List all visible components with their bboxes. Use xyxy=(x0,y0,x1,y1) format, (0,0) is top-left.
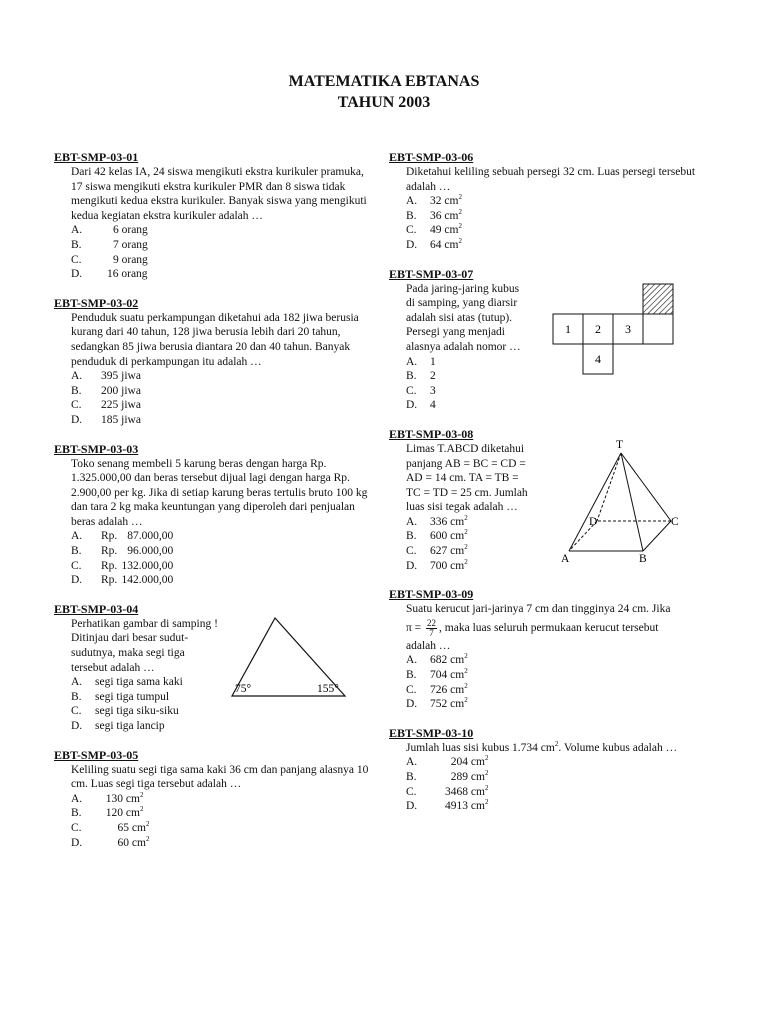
question-09 xyxy=(389,587,711,712)
angle-label-right: 155° xyxy=(317,682,339,695)
option-a[interactable] xyxy=(54,529,374,544)
cube-net-figure xyxy=(549,282,709,382)
vertex-label-c: C xyxy=(671,515,679,528)
vertex-label-d: D xyxy=(589,515,598,528)
option-unit: cm xyxy=(444,209,459,222)
option-exponent: 2 xyxy=(464,681,468,690)
net-face-5 xyxy=(643,314,673,344)
option-unit: cm xyxy=(444,224,459,237)
question-line: Ditinjau dari besar sudut- xyxy=(71,632,189,645)
question-text: Penduduk suatu perkampungan diketahui ada 182 jiwa berusia kurang dari 40 tahun, 128 jiwa berusia lebih dari 20 tahun, sedangkan 85 jiwa berusia diantara 20 dan 40 tahun. Banyak penduduk di perkampungan itu adalah … xyxy=(71,311,359,368)
option-list xyxy=(54,223,374,281)
option-d[interactable] xyxy=(54,719,374,734)
option-unit: cm xyxy=(450,654,465,667)
option-label: D. xyxy=(71,574,83,587)
option-value: 132.000,00 xyxy=(121,559,174,572)
option-value: segi tiga siku-siku xyxy=(95,705,179,718)
option-c[interactable] xyxy=(389,785,711,800)
option-unit: cm xyxy=(125,807,140,820)
option-unit: cm xyxy=(470,771,485,783)
option-value: 726 xyxy=(430,683,448,696)
option-b[interactable] xyxy=(54,806,374,821)
option-exponent: 2 xyxy=(458,236,462,245)
option-a[interactable] xyxy=(389,755,711,770)
option-label: B. xyxy=(406,771,417,783)
option-label: A. xyxy=(71,224,83,237)
option-label: D. xyxy=(406,238,418,251)
option-list xyxy=(54,529,374,587)
option-c[interactable] xyxy=(389,384,711,399)
question-06 xyxy=(389,150,711,253)
option-value: 336 xyxy=(430,515,448,528)
option-value: 700 xyxy=(430,559,448,572)
pi-fraction xyxy=(426,619,437,638)
vertex-label-t: T xyxy=(616,438,624,451)
option-exponent: 2 xyxy=(464,557,468,566)
vertex-label-b: B xyxy=(639,552,647,565)
option-label: D. xyxy=(406,698,418,711)
option-value: 96.000,00 xyxy=(127,545,174,558)
option-b[interactable] xyxy=(54,384,374,399)
question-text: Toko senang membeli 5 karung beras dengan harga Rp. 1.325.000,00 dan beras tersebut dijual lagi dengan harga Rp. 2.900,00 per kg. Jika di setiap karung beras tertulis bruto 100 kg dan tara 2 kg maka keuntungan yang diperoleh dari penjualan beras adalah … xyxy=(71,457,368,528)
option-exponent: 2 xyxy=(139,805,144,814)
option-currency: Rp. xyxy=(101,545,118,558)
question-line xyxy=(406,617,711,639)
question-line: Perhatikan gambar di samping ! xyxy=(71,617,218,630)
option-b[interactable] xyxy=(54,238,374,253)
option-exponent: 2 xyxy=(145,819,150,828)
option-unit: cm xyxy=(444,238,459,251)
option-label: B. xyxy=(406,209,417,222)
option-a[interactable] xyxy=(54,369,374,384)
option-label: D. xyxy=(406,559,418,572)
option-a[interactable] xyxy=(54,223,374,238)
option-value: 2 xyxy=(430,370,436,383)
option-c[interactable] xyxy=(54,704,374,719)
option-label: C. xyxy=(406,785,417,798)
option-d[interactable] xyxy=(389,697,711,712)
option-unit: cm xyxy=(450,530,465,543)
option-unit: cm xyxy=(450,515,465,528)
option-label: B. xyxy=(71,807,82,820)
option-value: 49 xyxy=(430,224,442,237)
option-label: A. xyxy=(406,515,418,528)
question-line: Pada jaring-jaring kubus xyxy=(406,282,520,295)
net-label-1: 1 xyxy=(565,321,571,336)
question-text: Keliling suatu segi tiga sama kaki 36 cm dan panjang alasnya 10 cm. Luas segi tiga tersebut adalah … xyxy=(71,763,369,791)
page-title: MATEMATIKA EBTANAS xyxy=(288,73,480,90)
question-id: EBT-SMP-03-02 xyxy=(54,295,139,310)
question-text-continued: , maka luas seluruh permukaan kerucut tersebut xyxy=(439,621,659,634)
option-value: 200 jiwa xyxy=(101,384,141,397)
option-b[interactable] xyxy=(389,668,711,683)
pyramid-figure xyxy=(559,435,699,567)
option-label: A. xyxy=(406,355,418,368)
option-exponent: 2 xyxy=(464,667,468,676)
question-text: Diketahui keliling sebuah persegi 32 cm. Luas persegi tersebut adalah … xyxy=(406,166,696,193)
option-value: 627 xyxy=(430,545,448,558)
option-label: B. xyxy=(71,384,82,397)
option-value: 87.000,00 xyxy=(127,530,174,543)
option-unit: cm xyxy=(450,698,465,711)
option-unit: cm xyxy=(470,800,485,813)
option-value: 64 xyxy=(430,238,442,251)
option-exponent: 2 xyxy=(484,798,489,807)
option-exponent: 2 xyxy=(139,790,144,799)
option-value: 60 xyxy=(117,836,129,849)
question-line: di samping, yang diarsir xyxy=(406,297,518,310)
page-subtitle: TAHUN 2003 xyxy=(337,94,431,111)
option-value: segi tiga lancip xyxy=(95,720,165,732)
option-exponent: 2 xyxy=(464,696,468,705)
option-label: C. xyxy=(71,821,82,834)
option-list xyxy=(389,755,711,813)
option-c[interactable] xyxy=(54,559,374,574)
question-line: alasnya adalah nomor … xyxy=(406,340,521,353)
option-c[interactable] xyxy=(54,398,374,413)
option-unit: cm xyxy=(450,545,465,558)
option-label: A. xyxy=(71,370,83,383)
option-value: 7 orang xyxy=(113,238,148,251)
option-label: D. xyxy=(71,268,83,281)
option-value: 704 xyxy=(430,669,448,682)
question-id: EBT-SMP-03-03 xyxy=(54,441,139,456)
net-label-2: 2 xyxy=(595,321,601,336)
edge-bc xyxy=(643,521,671,551)
option-value: 3468 xyxy=(445,785,468,798)
option-currency: Rp. xyxy=(101,574,118,587)
option-d[interactable] xyxy=(54,836,374,851)
option-value: 9 orang xyxy=(113,253,148,266)
question-line: Limas T.ABCD diketahui xyxy=(406,442,525,455)
question-03 xyxy=(54,442,374,588)
option-label: B. xyxy=(71,545,82,558)
option-b[interactable] xyxy=(389,209,711,224)
option-value: 395 jiwa xyxy=(101,370,141,383)
option-exponent: 2 xyxy=(458,193,462,202)
question-01 xyxy=(54,150,374,282)
option-label: A. xyxy=(71,530,83,543)
question-line: adalah sisi atas (tutup). xyxy=(406,311,513,324)
question-04 xyxy=(54,602,374,734)
option-exponent: 2 xyxy=(464,652,468,661)
option-label: B. xyxy=(71,690,82,703)
question-02 xyxy=(54,296,374,428)
option-value: 4913 xyxy=(445,800,468,813)
option-exponent: 2 xyxy=(464,528,468,537)
question-id: EBT-SMP-03-01 xyxy=(54,150,139,164)
option-currency: Rp. xyxy=(101,530,118,543)
edge-td xyxy=(597,453,621,521)
option-exponent: 2 xyxy=(464,543,468,552)
option-unit: cm xyxy=(131,821,146,834)
question-07 xyxy=(389,267,711,413)
question-id: EBT-SMP-03-05 xyxy=(54,747,139,762)
question-05 xyxy=(54,748,374,851)
question-line: tersebut adalah … xyxy=(71,661,155,674)
question-text: Dari 42 kelas IA, 24 siswa mengikuti ekstra kurikuler pramuka, 17 siswa mengikuti ekstra kurikuler PMR dan 8 siswa tidak mengikuti kedua ekstra kurikuler. Banyak siswa yang mengikuti kedua kegiatan ekstra kurikuler adalah … xyxy=(71,166,367,222)
option-label: B. xyxy=(71,238,82,251)
option-c[interactable] xyxy=(389,683,711,698)
option-unit: cm xyxy=(125,792,140,805)
question-id: EBT-SMP-03-10 xyxy=(389,725,474,740)
option-label: D. xyxy=(406,800,418,813)
option-value: 185 jiwa xyxy=(101,413,141,426)
option-exponent: 2 xyxy=(484,769,489,777)
option-list xyxy=(54,792,374,850)
question-text xyxy=(406,741,711,756)
option-d[interactable] xyxy=(389,238,711,253)
option-label: C. xyxy=(71,705,82,718)
option-exponent: 2 xyxy=(458,222,462,231)
option-exponent: 2 xyxy=(484,754,489,763)
option-value: 6 orang xyxy=(113,224,148,237)
question-line: Persegi yang menjadi xyxy=(406,326,506,339)
question-text xyxy=(406,602,711,653)
question-line: TC = TD = 25 cm. Jumlah xyxy=(406,486,528,499)
option-unit: cm xyxy=(470,785,485,798)
vertex-label-a: A xyxy=(561,552,570,565)
fraction-numerator: 22 xyxy=(427,617,437,628)
option-value: 120 xyxy=(105,807,123,820)
option-label: A. xyxy=(406,654,418,667)
question-id: EBT-SMP-03-04 xyxy=(54,601,139,616)
question-text-part: Jumlah luas sisi kubus 1.734 cm xyxy=(406,741,555,754)
option-value: 752 xyxy=(430,698,448,711)
option-exponent: 2 xyxy=(458,207,462,216)
question-line: Suatu kerucut jari-jarinya 7 cm dan tingginya 24 cm. Jika xyxy=(406,603,671,616)
option-d[interactable] xyxy=(54,573,374,588)
option-label: A. xyxy=(71,792,83,805)
option-value: 225 jiwa xyxy=(101,399,141,412)
option-unit: cm xyxy=(450,683,465,696)
question-id: EBT-SMP-03-09 xyxy=(389,587,474,602)
option-d[interactable] xyxy=(389,799,711,814)
left-column xyxy=(54,150,374,850)
option-label: B. xyxy=(406,370,417,383)
option-a[interactable] xyxy=(54,792,374,807)
option-label: D. xyxy=(71,836,83,849)
option-a[interactable] xyxy=(389,194,711,209)
option-value: 36 xyxy=(430,209,442,222)
question-line: AD = 14 cm. TA = TB = xyxy=(406,472,519,485)
option-label: C. xyxy=(406,384,417,397)
option-d[interactable] xyxy=(389,398,711,413)
option-exponent: 2 xyxy=(145,834,150,843)
option-value: 3 xyxy=(430,384,436,397)
question-id: EBT-SMP-03-07 xyxy=(389,266,474,281)
question-id: EBT-SMP-03-08 xyxy=(389,426,474,441)
pi-symbol: π = xyxy=(406,621,422,634)
option-value: segi tiga sama kaki xyxy=(95,676,183,689)
option-d[interactable] xyxy=(54,267,374,282)
option-b[interactable] xyxy=(54,544,374,559)
option-label: B. xyxy=(406,530,417,543)
option-label: D. xyxy=(71,720,83,732)
option-c[interactable] xyxy=(389,223,711,238)
net-top-face-shaded xyxy=(643,284,673,314)
option-label: C. xyxy=(406,683,417,696)
option-label: B. xyxy=(406,669,417,682)
option-list xyxy=(54,369,374,427)
question-exponent: 2 xyxy=(554,739,559,748)
option-value: 16 orang xyxy=(107,268,148,281)
edge-ta xyxy=(569,453,621,551)
option-value: 130 xyxy=(105,792,123,805)
option-value: 65 xyxy=(117,821,129,834)
option-value: 289 xyxy=(450,771,468,783)
question-line: panjang AB = BC = CD = xyxy=(406,457,526,470)
option-c[interactable] xyxy=(54,821,374,836)
option-d[interactable] xyxy=(54,413,374,428)
option-unit: cm xyxy=(470,756,485,769)
option-label: D. xyxy=(71,413,83,426)
right-column xyxy=(389,150,711,814)
option-exponent: 2 xyxy=(464,513,468,522)
net-label-4: 4 xyxy=(595,351,601,366)
option-value: 600 xyxy=(430,530,448,543)
option-value: 204 xyxy=(450,756,468,769)
option-label: A. xyxy=(71,676,83,689)
option-label: A. xyxy=(406,756,418,769)
option-label: D. xyxy=(406,399,418,412)
triangle-figure xyxy=(226,612,406,702)
angle-label-left: 75° xyxy=(235,682,252,695)
question-line: luas sisi tegak adalah … xyxy=(406,501,518,514)
option-list xyxy=(389,194,711,252)
question-line: adalah … xyxy=(406,639,451,652)
question-text-part: . Volume kubus adalah … xyxy=(558,741,678,754)
question-10 xyxy=(389,726,711,814)
option-value: 32 xyxy=(430,195,442,208)
fraction-denominator: 7 xyxy=(429,627,434,638)
option-value: 682 xyxy=(430,654,448,667)
question-08 xyxy=(389,427,711,573)
option-value: 1 xyxy=(430,355,436,368)
option-list xyxy=(389,653,711,711)
option-label: C. xyxy=(406,224,417,237)
option-label: C. xyxy=(71,253,82,266)
option-a[interactable] xyxy=(389,653,711,668)
option-unit: cm xyxy=(131,836,146,849)
question-line: sudutnya, maka segi tiga xyxy=(71,647,185,660)
option-unit: cm xyxy=(450,669,465,682)
question-id: EBT-SMP-03-06 xyxy=(389,150,474,164)
option-b[interactable] xyxy=(389,770,711,785)
option-value: segi tiga tumpul xyxy=(95,690,170,703)
option-label: C. xyxy=(71,399,82,412)
option-unit: cm xyxy=(450,559,465,572)
option-currency: Rp. xyxy=(101,559,118,572)
option-exponent: 2 xyxy=(484,783,489,792)
option-value: 142.000,00 xyxy=(121,574,174,587)
option-value: 4 xyxy=(430,399,436,412)
option-c[interactable] xyxy=(54,253,374,268)
option-label: C. xyxy=(71,559,82,572)
option-label: C. xyxy=(406,545,417,558)
net-label-3: 3 xyxy=(625,321,631,336)
option-label: A. xyxy=(406,195,418,208)
option-unit: cm xyxy=(444,195,459,208)
